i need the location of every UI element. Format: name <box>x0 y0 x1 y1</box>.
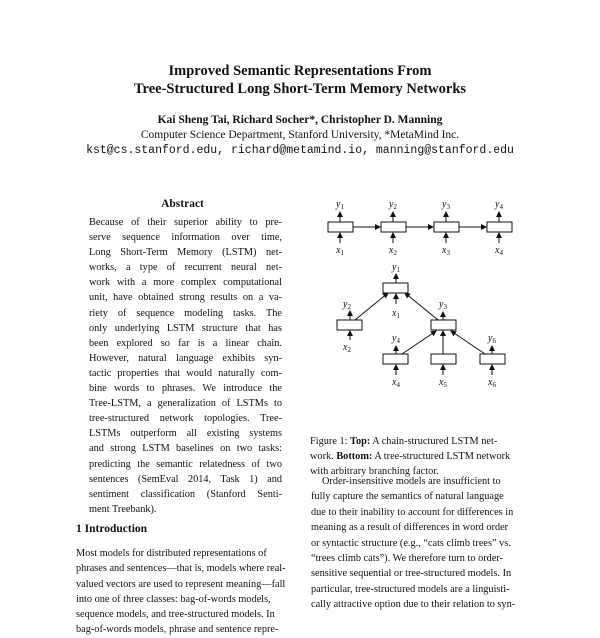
abstract-heading: Abstract <box>161 198 204 210</box>
body-line: sensitive sequential or tree-structured models. In <box>311 568 512 580</box>
intro-line: valued vectors are used to represent meaning—fall <box>76 578 286 590</box>
abstract-line: works, a type of recurrent neural net- <box>89 262 282 274</box>
body-line: fully capture the semantics of natural language <box>311 491 504 503</box>
chain-y-label: $y_3$ <box>442 199 450 211</box>
chain-y-label: $y_2$ <box>389 199 397 211</box>
intro-line: Most models for distributed representations of <box>76 548 267 559</box>
right-column-body <box>311 474 532 613</box>
intro-body <box>76 546 294 638</box>
tree-child-edge <box>451 331 485 354</box>
abstract-line: unit, have obtained strong results on a va- <box>89 292 282 304</box>
caption-line-1 <box>310 434 532 449</box>
tree-node-3 <box>431 320 456 330</box>
intro-line: bag-of-words models, phrase and sentence repre- <box>76 624 279 636</box>
intro-line: sequence models, and tree-structured models. In <box>76 609 275 621</box>
chain-x-label: $x_3$ <box>442 245 450 257</box>
abstract-line: ment Treebank). <box>89 503 157 515</box>
figure-1-lstm-diagram <box>310 192 532 392</box>
affiliation: Computer Science Department, Stanford University, *MetaMind Inc. <box>140 129 460 141</box>
chain-node-3 <box>434 222 459 232</box>
body-line: Order-insensitive models are insufficient to <box>322 476 501 487</box>
author-list: Kai Sheng Tai, Richard Socher*, Christopher D. Manning <box>157 114 443 126</box>
abstract-line: riety of sequence modeling tasks. The <box>89 307 282 319</box>
tree-x-label: $x_2$ <box>343 342 351 354</box>
abstract-body <box>89 215 282 517</box>
body-line: or syntactic structure (e.g., “cats climb trees” vs. <box>311 537 511 549</box>
abstract-line: only underlying LSTM structure that has <box>89 322 282 334</box>
chain-y-label: $y_1$ <box>336 199 344 211</box>
abstract-line: bine words to phrases. We introduce the <box>89 383 282 395</box>
email-list: kst@cs.stanford.edu, richard@metamind.io, manning@stanford.edu <box>86 144 514 157</box>
tree-x-label: $x_5$ <box>439 377 447 389</box>
tree-y-label: $y_3$ <box>439 299 447 311</box>
chain-node-1 <box>328 222 353 232</box>
tree-node-root <box>383 283 408 293</box>
figure-1-caption <box>310 434 532 479</box>
intro-line: into one of three classes: bag-of-words models, <box>76 593 271 605</box>
caption-top-label: Top: <box>350 436 371 447</box>
abstract-line: sentences (SemEval 2014, Task 1) and <box>89 473 282 485</box>
paper-title-line-2: Tree-Structured Long Short-Term Memory Networks <box>133 81 467 97</box>
caption-top-text: A chain-structured LSTM net- <box>370 436 498 447</box>
abstract-line: However, natural language exhibits syn- <box>89 352 282 364</box>
tree-node-6 <box>480 354 505 364</box>
abstract-line: Tree-LSTM, a generalization of LSTMs to <box>89 398 282 410</box>
tree-y-label: $y_6$ <box>488 333 496 345</box>
abstract-line: serve sequence information over time, <box>89 232 282 244</box>
tree-child-edge <box>405 293 438 320</box>
chain-node-2 <box>381 222 406 232</box>
abstract-line: sentiment classification (Stanford Senti- <box>89 488 282 500</box>
intro-line: phrases and sentences—that is, models where real- <box>76 563 286 575</box>
body-line: meaning as a result of differences in word order <box>311 522 509 534</box>
chain-node-4 <box>487 222 512 232</box>
chain-x-label: $x_2$ <box>389 245 397 257</box>
tree-x-label: $x_6$ <box>488 377 496 389</box>
abstract-line: tree-structured network topologies. Tree- <box>89 413 282 425</box>
paper-title-line-1: Improved Semantic Representations From <box>168 63 432 79</box>
abstract-line: and strong LSTM baselines on two tasks: <box>89 443 282 455</box>
chain-lstm <box>328 199 512 257</box>
chain-x-label: $x_1$ <box>336 245 344 257</box>
tree-child-edge <box>402 331 436 354</box>
tree-lstm <box>337 262 505 389</box>
chain-x-label: $x_4$ <box>495 245 503 257</box>
abstract-line: LSTMs outperform all existing systems <box>89 428 282 440</box>
caption-line-3: with arbitrary branching factor. <box>310 466 439 477</box>
caption-line-2 <box>310 449 532 464</box>
body-line: cally attractive option due to their relation to syn- <box>311 599 516 611</box>
tree-node-2 <box>337 320 362 330</box>
tree-y-label: $y_2$ <box>343 299 351 311</box>
tree-node-5 <box>431 354 456 364</box>
tree-child-edge <box>355 293 388 320</box>
tree-x-label: $x_1$ <box>392 308 400 320</box>
caption-figure-label: Figure 1: <box>310 436 348 447</box>
abstract-line: Long Short-Term Memory (LSTM) net- <box>89 247 282 259</box>
chain-y-label: $y_4$ <box>495 199 503 211</box>
tree-y-label: $y_4$ <box>392 333 400 345</box>
caption-line2-start: work. <box>310 451 337 462</box>
body-line: due to their inability to account for differences in <box>311 506 514 518</box>
intro-heading: 1 Introduction <box>76 523 148 535</box>
body-line: “trees climb cats”). We therefore turn to order- <box>311 552 504 564</box>
caption-line2-end: A tree-structured LSTM network <box>372 451 511 462</box>
tree-y-label: $y_1$ <box>392 262 400 274</box>
tree-x-label: $x_4$ <box>392 377 400 389</box>
abstract-line: tactic properties that would naturally com- <box>89 367 282 379</box>
abstract-line: work with a more complex computational <box>89 277 282 289</box>
abstract-line: Because of their superior ability to pre- <box>89 217 282 228</box>
abstract-line: predicting the semantic relatedness of two <box>89 458 282 470</box>
abstract-line: been explored so far is a linear chain. <box>89 337 282 349</box>
tree-node-4 <box>383 354 408 364</box>
caption-bottom-label: Bottom: <box>336 451 373 462</box>
body-line: particular, tree-structured models are a linguisti- <box>311 583 510 595</box>
